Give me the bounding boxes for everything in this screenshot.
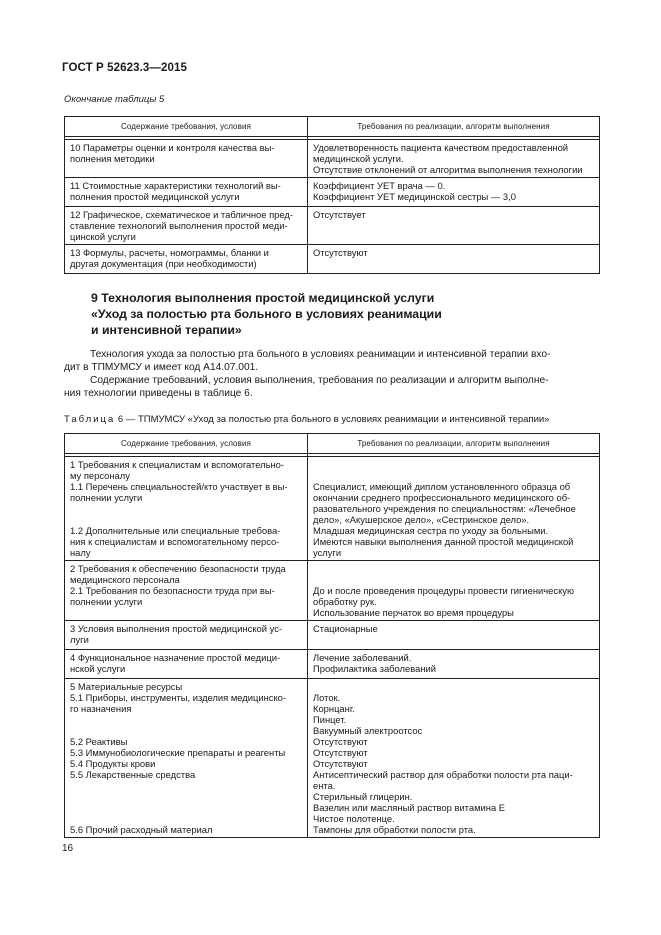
- implementation-cell: Отсутствует: [308, 207, 600, 245]
- requirement-cell: 5 Материальные ресурсы 5.1 Приборы, инструменты, изделия медицинско- го назначения 5.2 Реактивы 5.3 Иммунобиологические препараты и реагенты 5.4 Продукты крови 5.5 Лекарственные средства 5.6 Прочий расходный материал: [65, 679, 308, 838]
- table-row: [65, 207, 600, 245]
- section-9-heading: 9 Технология выполнения простой медицинской услуги «Уход за полостью рта больного в условиях реанимации и интенсивной терапии»: [91, 291, 442, 337]
- requirement-cell: 10 Параметры оценки и контроля качества вы- полнения методики: [65, 140, 308, 178]
- table-6: [64, 433, 600, 838]
- implementation-cell: Отсутствуют: [308, 245, 600, 274]
- table-row: [65, 178, 600, 207]
- column-header: Требования по реализации, алгоритм выполнения: [308, 117, 600, 137]
- implementation-cell: Лечение заболеваний. Профилактика заболеваний: [308, 650, 600, 679]
- table-row: [65, 679, 600, 838]
- requirement-cell: 12 Графическое, схематическое и табличное пред- ставление технологий выполнения простой меди- цинской услуги: [65, 207, 308, 245]
- column-header: Содержание требования, условия: [65, 117, 308, 137]
- column-header: Содержание требования, условия: [65, 434, 308, 454]
- table-row: [65, 140, 600, 178]
- implementation-cell: Удовлетворенность пациента качеством предоставленной медицинской услуги. Отсутствие отклонений от алгоритма выполнения технологии: [308, 140, 600, 178]
- table-header-row: [65, 117, 600, 137]
- table-6-title: Таблица 6 — ТПМУМСУ «Уход за полостью рта больного в условиях реанимации и интенсивной терапии»: [64, 414, 550, 425]
- table-row: [65, 621, 600, 650]
- table-row: [65, 245, 600, 274]
- standard-header: ГОСТ Р 52623.3—2015: [62, 62, 187, 74]
- implementation-cell: Коэффициент УЕТ врача — 0. Коэффициент УЕТ медицинской сестры — 3,0: [308, 178, 600, 207]
- requirement-cell: 11 Стоимостные характеристики технологий вы- полнения простой медицинской услуги: [65, 178, 308, 207]
- implementation-cell: Специалист, имеющий диплом установленного образца об окончании среднего профессионального медицинского об- разовательного учреждения по специальностям: «Лечебное дело», «Акушерское дело», «Сестринское дело». Младшая медицинская сестра по уходу за больными. Имеются навыки выполнения данной простой медицинской услуги: [308, 457, 600, 561]
- requirement-cell: 3 Условия выполнения простой медицинской ус- луги: [65, 621, 308, 650]
- table-5: [64, 116, 600, 274]
- paragraph-2: Содержание требований, условия выполнения, требования по реализации и алгоритм выполне- ния технологии приведены в таблице 6.: [64, 375, 549, 399]
- table-row: [65, 457, 600, 561]
- table-header-row: [65, 434, 600, 454]
- column-header: Требования по реализации, алгоритм выполнения: [308, 434, 600, 454]
- requirement-cell: 4 Функциональное назначение простой медици- нской услуги: [65, 650, 308, 679]
- table-row: [65, 650, 600, 679]
- requirement-cell: 1 Требования к специалистам и вспомогательно- му персоналу 1.1 Перечень специальностей/кто участвует в вы- полнении услуги 1.2 Дополнительные или специальные требова- ния к специалистам и вспомогательному персо- налу: [65, 457, 308, 561]
- implementation-cell: Стационарные: [308, 621, 600, 650]
- paragraph-1: Технология ухода за полостью рта больного в условиях реанимации и интенсивной терапии вхо- дит в ТПМУМСУ и имеет код А14.07.001.: [64, 349, 551, 373]
- continuation-caption: Окончание таблицы 5: [64, 94, 165, 105]
- requirement-cell: 2 Требования к обеспечению безопасности труда медицинского персонала 2.1 Требования по безопасности труда при вы- полнении услуги: [65, 561, 308, 621]
- implementation-cell: До и после проведения процедуры провести гигиеническую обработку рук. Использование перчаток во время процедуры: [308, 561, 600, 621]
- table-row: [65, 561, 600, 621]
- page-number: 16: [62, 843, 74, 854]
- requirement-cell: 13 Формулы, расчеты, номограммы, бланки и другая документация (при необходимости): [65, 245, 308, 274]
- implementation-cell: Лоток. Корнцанг. Пинцет. Вакуумный электроотсос Отсутствуют Отсутствуют Отсутствуют Антисептический раствор для обработки полости рта паци- ента. Стерильный глицерин. Вазелин или масляный раствор витамина Е Чистое полотенце. Тампоны для обработки полости рта.: [308, 679, 600, 838]
